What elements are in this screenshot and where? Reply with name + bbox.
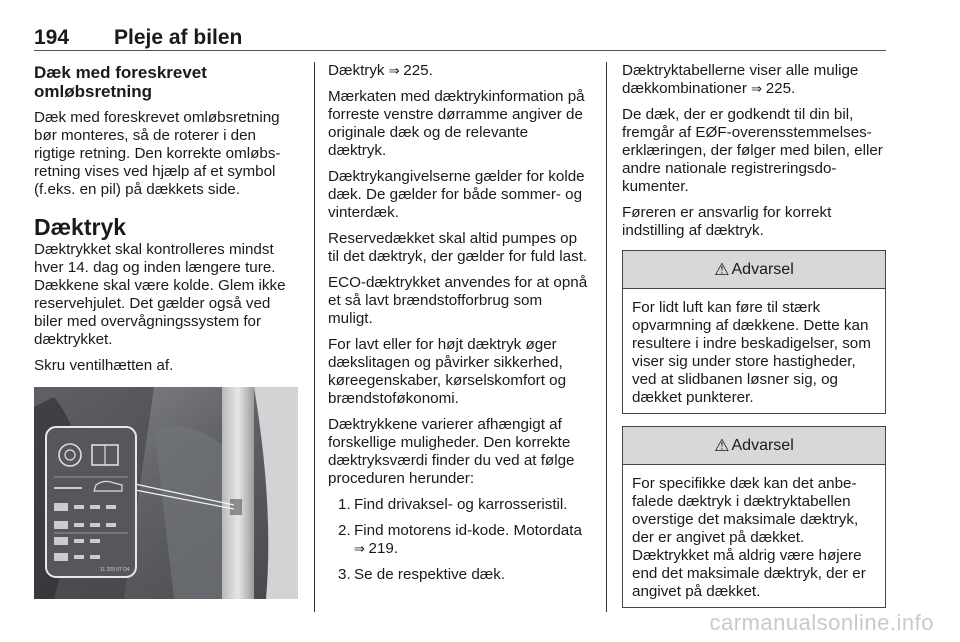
warning-title: Advarsel xyxy=(731,436,794,454)
label-code-text: 11 209 87 D4 xyxy=(100,567,130,573)
list-item: 1. Find drivaksel- og karrosseristil. xyxy=(338,496,568,513)
list-item: 2. Find motorens id-kode. Motordata ⇒ 219. xyxy=(338,522,582,557)
paragraph-tyre-tables: Dæktryktabellerne viser alle mulige dækkombinationer ⇒ 225. xyxy=(622,62,859,97)
paragraph-valve-cap: Skru ventilhætten af. xyxy=(34,357,174,374)
warning-text: For lidt luft kan føre til stærk opvarmning af dækkene. Dette kan resultere i indre beskadigelser, som viser sig under store hastigheder, ved at slidbanen løsner sig, og dækket punkterer. xyxy=(632,299,871,406)
column-1 xyxy=(34,62,300,599)
warning-header xyxy=(623,251,885,289)
paragraph-label-info: Mærkaten med dæktrykinformation på forreste venstre dørramme angiver de originale dæk og de relevante dæktryk. xyxy=(328,88,585,159)
paragraph-cold-tyres: Dæktrykangivelserne gælder for kolde dæk. De gælder for både sommer- og vinterdæk. xyxy=(328,168,585,221)
list-item: 3. Se de respektive dæk. xyxy=(338,566,506,583)
paragraph-eco-pressure: ECO-dæktrykket anvendes for at opnå et så lavt brændstofforbrug som muligt. xyxy=(328,274,588,327)
column-2 xyxy=(328,62,590,592)
warning-header xyxy=(623,427,885,465)
page-ref-icon: ⇒ xyxy=(751,81,766,96)
header-divider xyxy=(34,50,886,51)
paragraph-driver-responsible: Føreren er ansvarlig for korrekt indstilling af dæktryk. xyxy=(622,204,832,239)
page-number: 194 xyxy=(34,26,70,49)
page-title: Pleje af bilen xyxy=(114,26,243,49)
heading-tyre-pressure: Dæktryk xyxy=(34,214,127,240)
tyre-label-illustration xyxy=(34,387,298,599)
paragraph-tyre-pressure-ref xyxy=(328,62,590,80)
paragraph-directional-tyres: Dæk med foreskrevet omløbsretning bør monteres, så de roterer i den rigtige retning. Den korrekte omløbsretning vises ved hjælp af et symbol (f.eks. en pil) på dækkets side. xyxy=(34,109,281,198)
watermark: carmanualsonline.info xyxy=(709,610,934,635)
warning-text: For specifikke dæk kan det anbefalede dæktryk i dæktryktabellen overstige det maksimale dæktryk, der er angivet på dækket. Dæktrykket må aldrig være højere end det maksimale dæktryk, der er angivet på dækket. xyxy=(632,475,866,600)
paragraph-spare-tyre: Reservedækket skal altid pumpes op til det dæktryk, der gælder for fuld last. xyxy=(328,230,588,265)
ref-text: Dæktryk xyxy=(328,62,389,79)
warning-title: Advarsel xyxy=(731,260,794,278)
warning-icon: ⚠ xyxy=(714,435,730,455)
warning-box-2 xyxy=(622,426,886,608)
column-3 xyxy=(622,62,886,620)
page-ref-link[interactable]: 219. xyxy=(368,540,399,557)
column-divider-2 xyxy=(606,62,607,612)
paragraph-check-pressure: Dæktrykket skal kontrolleres mindst hver 14. dag og inden længere ture. Dækkene skal være kolde. Glem ikke reservehjulet. Det gælder også ved biler med overvågningssystem for dæktrykket. xyxy=(34,241,286,348)
paragraph-approved-tyres: De dæk, der er godkendt til din bil, fremgår af EØF-overensstemmelseserklæringen, der følger med bilen, eller andre nationale registreringsdokumenter. xyxy=(622,106,883,195)
page-ref-link[interactable]: 225. xyxy=(765,80,796,97)
warning-box-1 xyxy=(622,250,886,414)
warning-icon: ⚠ xyxy=(714,259,730,279)
page-ref-icon: ⇒ xyxy=(354,541,369,556)
tyre-label-photo xyxy=(34,387,298,599)
column-divider-1 xyxy=(314,62,315,612)
paragraph-wrong-pressure: For lavt eller for højt dæktryk øger dækslitagen og påvirker sikkerhed, køreegenskaber, kørselskomfort og brændstoføkonomi. xyxy=(328,336,567,407)
page-ref-link[interactable]: 225. xyxy=(403,62,433,79)
page-ref-icon: ⇒ xyxy=(388,63,404,78)
procedure-list xyxy=(338,496,590,584)
page-header xyxy=(34,26,886,56)
heading-directional-tyres: Dæk med foreskrevet omløbsretning xyxy=(34,63,207,101)
paragraph-procedure: Dæktrykkene varierer afhængigt af forskellige muligheder. Den korrekte dæktryksværdi finder du ved at følge proceduren herunder: xyxy=(328,416,575,487)
